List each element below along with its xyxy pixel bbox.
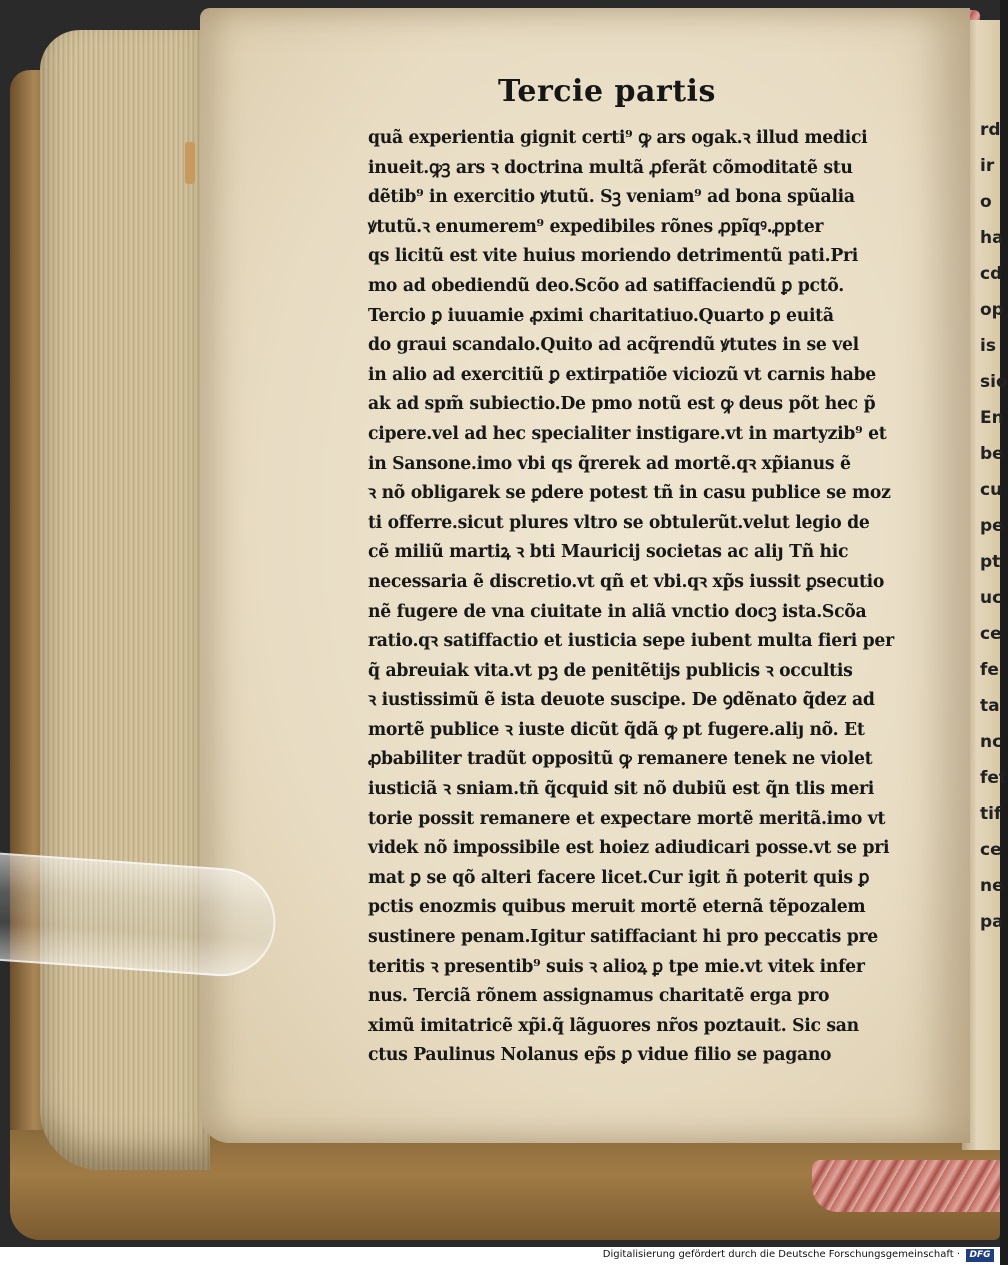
text-line: mortẽ publice ꝛ iuste dicũt q̃dã ꝙ pt fugere.aliȷ nõ. Et: [368, 719, 865, 740]
footer-bar: [0, 1247, 1000, 1265]
facing-page-fragment: nc: [980, 732, 1003, 752]
text-line: q̃ abreuiak vita.vt pꝫ de penitẽtijs publicis ꝛ occultis: [368, 660, 853, 681]
text-line: ctus Paulinus Nolanus ep̃s ꝑ vidue filio se pagano: [368, 1045, 832, 1066]
text-line: pctis enozmis quibus meruit mortẽ eternã tẽpozalem: [368, 897, 866, 918]
text-line: ratio.qꝛ satiffactio et iusticia sepe iubent multa fieri per: [368, 631, 894, 652]
facing-page-fragment: cd: [980, 264, 1003, 284]
facing-page-fragment: ce: [980, 840, 1002, 860]
facing-page-fragment: op: [980, 300, 1004, 320]
text-line: cipere.vel ad hec specialiter instigare.vt in martyzib⁹ et: [368, 423, 887, 444]
text-line: iusticiã ꝛ sniam.tñ q̃cquid sit nõ dubiũ est q̃n tlis meri: [368, 779, 875, 800]
text-line: in Sansone.imo vbi qs q̃rerek ad mortẽ.qꝛ xp̃ianus ẽ: [368, 453, 851, 474]
facing-page-fragment: tif: [980, 804, 1002, 824]
text-line: ꝛ nõ obligarek se ꝑdere potest tñ in casu publice se moz: [368, 483, 891, 504]
text-line: ꝓbabiliter tradũt oppositũ ꝙ remanere tenek ne violet: [368, 749, 873, 770]
text-line: nus. Terciã rõnem assignamus charitatẽ erga pro: [368, 986, 830, 1007]
text-line: in alio ad exercitiũ ꝑ extirpatiõe viciozũ vt carnis habe: [368, 364, 876, 385]
text-line: quã experientia gignit certi⁹ ꝙ ars ogak.ꝛ illud medici: [368, 128, 868, 148]
facing-page-fragment: be: [980, 444, 1004, 464]
text-line: ꝟtutũ.ꝛ enumerem⁹ expedibiles rõnes ꝓpĩqꝰ.ꝓpter: [368, 216, 824, 237]
facing-page-fragment: ir: [980, 156, 995, 176]
text-line: Tercio ꝑ iuuamie ꝓximi charitatiuo.Quarto ꝑ euitã: [368, 305, 834, 326]
footer-credit: Digitalisierung gefördert durch die Deutsche Forschungsgemeinschaft ·: [602, 1249, 960, 1260]
dfg-logo: DFG: [966, 1249, 994, 1262]
facing-page-fragment: cu: [980, 480, 1003, 500]
page-text-block: [368, 124, 913, 1071]
text-line: mat ꝑ se qõ alteri facere licet.Cur igit ñ poterit quis ꝑ: [368, 867, 870, 888]
text-line: inueit.ꝙꝫ ars ꝛ doctrina multã ꝓferãt cõmoditatẽ stu: [368, 157, 853, 178]
facing-page-fragment: pa: [980, 912, 1004, 932]
facing-page-fragment: o: [980, 192, 992, 212]
text-line: necessaria ẽ discretio.vt qñ et vbi.qꝛ xp̃s iussit ꝑsecutio: [368, 571, 885, 592]
facing-page-fragment: ce: [980, 624, 1002, 644]
glass-page-weight: [0, 852, 279, 980]
facing-page-fragment: En: [980, 408, 1004, 428]
facing-page-fragment: uc: [980, 588, 1003, 608]
running-head: Tercie partis: [498, 74, 716, 109]
text-line: sustinere penam.Igitur satiffaciant hi pro peccatis pre: [368, 927, 878, 948]
facing-page-fragment: ha: [980, 228, 1004, 248]
text-line: nẽ fugere de vna ciuitate in aliã vnctio docꝫ ista.Scõa: [368, 601, 867, 622]
text-line: ti offerre.sicut plures vltro se obtulerũt.velut legio de: [368, 512, 870, 533]
facing-page-fragment: rd: [980, 120, 1001, 140]
text-line: do graui scandalo.Quito ad acq̃rendũ ꝟtutes in se vel: [368, 335, 859, 356]
facing-page-fragment: ta: [980, 696, 1000, 716]
facing-page-fragment: fet: [980, 768, 1008, 788]
text-line: cẽ miliũ martiꝝ ꝛ bti Mauricij societas ac aliȷ Tñ hic: [368, 542, 849, 563]
facing-page-fragment: fe: [980, 660, 999, 680]
page-fore-edge: [40, 30, 210, 1170]
text-line: ak ad spm̃ subiectio.De pmo notũ est ꝙ deus põt hec p̃: [368, 394, 876, 415]
facing-page-fragment: is: [980, 336, 996, 356]
text-line: mo ad obediendũ deo.Scõo ad satiffaciendũ ꝑ pctõ.: [368, 275, 844, 296]
text-line: dẽtib⁹ in exercitio ꝟtutũ. Sꝫ veniam⁹ ad bona spũalia: [368, 187, 855, 208]
bookmark-tab: [185, 142, 195, 184]
facing-page-fragment: ne: [980, 876, 1004, 896]
facing-page-fragment: pe: [980, 516, 1004, 536]
text-line: teritis ꝛ presentib⁹ suis ꝛ alioꝝ ꝑ tpe mie.vt vitek infer: [368, 956, 865, 977]
text-line: videk nõ impossibile est hoiez adiudicari posse.vt se pri: [368, 838, 890, 859]
facing-page-fragment: sio: [980, 372, 1008, 392]
text-line: qs licitũ est vite huius moriendo detrimentũ pati.Pri: [368, 246, 859, 267]
facing-page-fragment: pt: [980, 552, 1001, 572]
text-line: torie possit remanere et expectare mortẽ meritã.imo vt: [368, 808, 886, 829]
text-line: ximũ imitatricẽ xp̃i.q̃ lãguores nr̃os poztauit. Sic san: [368, 1015, 859, 1036]
text-line: ꝛ iustissimũ ẽ ista deuote suscipe. De ꝯdẽnato q̃dez ad: [368, 690, 875, 711]
headband: [812, 1160, 1000, 1212]
